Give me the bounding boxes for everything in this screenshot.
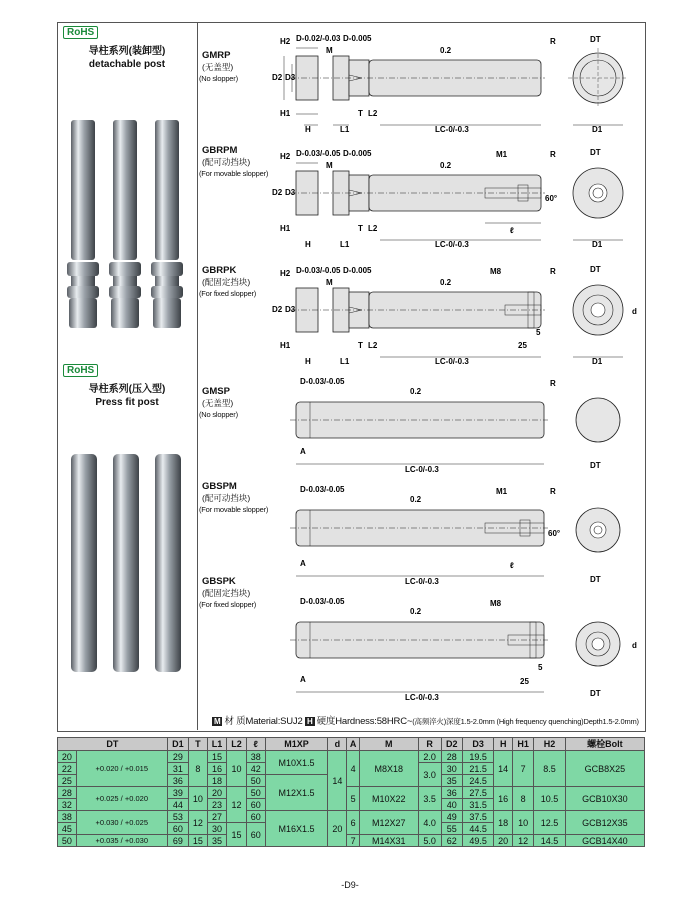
pressfit-post-3 [155, 454, 181, 672]
pressfit-title-cn: 导柱系列(压入型) [88, 384, 166, 395]
pressfit-post-1 [71, 454, 97, 672]
table-row [58, 751, 645, 763]
dim-5: 5 [538, 663, 543, 672]
dim-dt: DT [590, 689, 601, 698]
dim-d3: D3 [285, 188, 296, 197]
cell: 50 [246, 787, 265, 799]
cell: 14 [494, 751, 513, 787]
dim-d: d [632, 641, 637, 650]
dim-h2: H2 [280, 152, 291, 161]
material-icon: M [214, 717, 221, 726]
dim-l: ℓ [510, 561, 514, 570]
cell: 50 [58, 835, 77, 847]
dim-d-pin: D-0.005 [343, 34, 372, 43]
model-cn-gmrp: (无盖型) [202, 62, 234, 72]
th-t: T [189, 738, 208, 751]
gmsp-end-view [576, 398, 620, 442]
table-row [58, 787, 645, 799]
dim-l: ℓ [510, 226, 514, 235]
dim-d2: D2 [272, 305, 283, 314]
cell: 8 [189, 751, 208, 787]
dim-h1: H1 [280, 224, 291, 233]
cell: 12 [513, 835, 534, 847]
th-bolt: 螺栓Bolt [565, 738, 644, 751]
dim-l1: L1 [340, 357, 350, 366]
drawing-gbrpk [200, 260, 645, 372]
dim-d-tol: D-0.03/-0.05 [296, 149, 341, 158]
cell: GCB14X40 [565, 835, 644, 847]
cell: 19.5 [462, 751, 493, 763]
th-dt: DT [58, 738, 168, 751]
th-h2: H2 [534, 738, 565, 751]
cell: GCB12X35 [565, 811, 644, 835]
cell: 38 [58, 811, 77, 823]
cell: 21.5 [462, 763, 493, 775]
dim-t: T [358, 341, 363, 350]
model-en-gbspm: (For movable slopper) [199, 505, 269, 514]
dim-t: T [358, 109, 363, 118]
cell: 5.0 [418, 835, 441, 847]
cell: 2.0 [418, 751, 441, 763]
drawing-gmrp [200, 28, 645, 140]
dim-d-tol: D-0.03/-0.05 [300, 597, 345, 606]
material-spec [212, 713, 639, 727]
dim-d-tol: D-0.03/-0.05 [296, 266, 341, 275]
dim-d3: D3 [285, 73, 296, 82]
cell: 12 [227, 787, 247, 823]
dim-d2: D2 [272, 188, 283, 197]
cell: 39 [167, 787, 188, 799]
roughness: 0.2 [410, 607, 422, 616]
cell: 42 [246, 763, 265, 775]
dim-l1: L1 [340, 240, 350, 249]
dim-d-pin: D-0.005 [343, 266, 372, 275]
cell: 27 [207, 811, 227, 823]
dim-lc: LC-0/-0.3 [405, 465, 439, 474]
cell: 23 [207, 799, 227, 811]
cell: 44 [167, 799, 188, 811]
cell: 15 [207, 751, 227, 763]
cell: 50 [246, 775, 265, 787]
model-code-gbspm: GBSPM [202, 481, 237, 492]
cell: 18 [207, 775, 227, 787]
cell: 28 [441, 751, 462, 763]
model-code-gmsp: GMSP [202, 386, 230, 397]
dim-dt: DT [590, 575, 601, 584]
cell: 62 [441, 835, 462, 847]
cell: 49.5 [462, 835, 493, 847]
model-code-gbrpk: GBRPK [202, 265, 237, 276]
dim-dt: DT [590, 35, 601, 44]
cell: 14 [328, 751, 347, 811]
dim-h1: H1 [280, 341, 291, 350]
model-en-gmrp: (No slopper) [199, 74, 238, 83]
cell: 15 [189, 835, 208, 847]
table-row [58, 811, 645, 823]
roughness: 0.2 [440, 278, 452, 287]
cell: 60 [246, 811, 265, 823]
dim-25: 25 [520, 677, 529, 686]
cell: 10.5 [534, 787, 565, 811]
roughness: 0.2 [410, 387, 422, 396]
cell: 18 [494, 811, 513, 835]
detachable-title-cn: 导柱系列(装卸型) [88, 46, 166, 57]
cell: 24.5 [462, 775, 493, 787]
cell: 15 [227, 823, 247, 847]
dim-lc: LC-0/-0.3 [435, 240, 469, 249]
th-m: M [359, 738, 418, 751]
dim-m1: M1 [496, 487, 508, 496]
post-3 [151, 120, 183, 328]
model-en-gmsp: (No slopper) [199, 410, 238, 419]
dim-a: A [300, 675, 306, 684]
cell: 69 [167, 835, 188, 847]
dim-a: A [300, 447, 306, 456]
dim-a: A [300, 559, 306, 568]
cell: 7 [513, 751, 534, 787]
dim-m8: M8 [490, 599, 502, 608]
cell: 3.5 [418, 787, 441, 811]
dim-m: M [326, 278, 333, 287]
dim-5: 5 [536, 328, 541, 337]
hardness-label: 硬度Hardness:58HRC~ [316, 716, 413, 727]
cell: 4.0 [418, 811, 441, 835]
th-h: H [494, 738, 513, 751]
cell: 10 [189, 787, 208, 811]
th-d3: D3 [462, 738, 493, 751]
model-cn-gbrpk: (配固定挡块) [202, 277, 251, 287]
cell: 60 [167, 823, 188, 835]
th-l1: L1 [207, 738, 227, 751]
dim-d2: D2 [272, 73, 283, 82]
cell: 12.5 [534, 811, 565, 835]
cell: 45 [58, 823, 77, 835]
model-code-gbrpm: GBRPM [202, 145, 238, 156]
dim-d1: D1 [592, 125, 603, 134]
dim-dt: DT [590, 148, 601, 157]
cell: 16 [494, 787, 513, 811]
drawing-gbrpm [200, 143, 645, 255]
material-label: 材 质Material:SUJ2 [224, 716, 303, 727]
dim-d1: D1 [592, 357, 603, 366]
model-cn-gbrpm: (配可动挡块) [202, 157, 251, 167]
dim-d-pin: D-0.005 [343, 149, 372, 158]
dim-angle: 60° [548, 529, 561, 538]
post-1 [67, 120, 99, 328]
cell: 30 [207, 823, 227, 835]
dim-m: M [326, 161, 333, 170]
dim-lc: LC-0/-0.3 [405, 693, 439, 702]
cell: M10X22 [359, 787, 418, 811]
dim-m1: M1 [496, 150, 508, 159]
cell: 44.5 [462, 823, 493, 835]
dim-r: R [550, 267, 556, 276]
dim-d: d [632, 307, 637, 316]
cell: M12X1.5 [265, 775, 328, 811]
cell: 12 [189, 811, 208, 835]
cell: GCB8X25 [565, 751, 644, 787]
page-number: -D9- [341, 880, 359, 890]
drawing-gbspm [200, 480, 645, 585]
cell: 55 [441, 823, 462, 835]
table-row [58, 835, 645, 847]
dim-d3: D3 [285, 305, 296, 314]
cell: 32 [58, 799, 77, 811]
cell: M16X1.5 [265, 811, 328, 847]
dim-angle: 60° [545, 194, 558, 203]
cell: M8X18 [359, 751, 418, 787]
model-cn-gbspk: (配固定挡块) [202, 588, 251, 598]
dim-d-tol: D-0.03/-0.05 [300, 377, 345, 386]
cell: 5 [347, 787, 360, 811]
cell: GCB10X30 [565, 787, 644, 811]
roughness: 0.2 [410, 495, 422, 504]
dim-l1: L1 [340, 125, 350, 134]
pressfit-post-2 [113, 454, 139, 672]
dim-m: M [326, 46, 333, 55]
dim-dt: DT [590, 265, 601, 274]
cell: 25 [58, 775, 77, 787]
th-h1: H1 [513, 738, 534, 751]
drawing-gmsp [200, 372, 645, 477]
cell: 35 [441, 775, 462, 787]
th-d: d [328, 738, 347, 751]
dim-l2: L2 [368, 341, 378, 350]
dim-h2: H2 [280, 37, 291, 46]
cell: 29 [167, 751, 188, 763]
post-2 [109, 120, 141, 328]
cell: 20 [207, 787, 227, 799]
cell: 31 [167, 763, 188, 775]
dim-h: H [305, 357, 311, 366]
model-code-gmrp: GMRP [202, 50, 231, 61]
cell: 27.5 [462, 787, 493, 799]
cell: 40 [441, 799, 462, 811]
th-m1xp: M1XP [265, 738, 328, 751]
dim-m8: M8 [490, 267, 502, 276]
model-en-gbspk: (For fixed slopper) [199, 600, 257, 609]
cell: 10 [227, 751, 247, 787]
cell: M12X27 [359, 811, 418, 835]
dim-25: 25 [518, 341, 527, 350]
cell: 4 [347, 751, 360, 787]
cell: 8 [513, 787, 534, 811]
hardness-note: (高频淬火)深度1.5-2.0mm (High frequency quenching)Depth1.5-2.0mm) [412, 717, 639, 726]
model-cn-gmsp: (无盖型) [202, 398, 234, 408]
cell: 22 [58, 763, 77, 775]
detachable-post-photo [65, 112, 190, 342]
cell: 60 [246, 823, 265, 847]
cell: +0.020 / +0.015 [76, 751, 167, 787]
cell: 28 [58, 787, 77, 799]
dim-h2: H2 [280, 269, 291, 278]
cell: 30 [441, 763, 462, 775]
cell: 8.5 [534, 751, 565, 787]
cell: 20 [328, 811, 347, 847]
th-a: A [347, 738, 360, 751]
model-en-gbrpk: (For fixed slopper) [199, 289, 257, 298]
model-code-gbspk: GBSPK [202, 576, 236, 587]
th-r: R [418, 738, 441, 751]
cell: 36 [167, 775, 188, 787]
cell: 20 [494, 835, 513, 847]
th-l: ℓ [246, 738, 265, 751]
cell: +0.025 / +0.020 [76, 787, 167, 811]
model-cn-gbspm: (配可动挡块) [202, 493, 251, 503]
model-en-gbrpm: (For movable slopper) [199, 169, 269, 178]
cell: 49 [441, 811, 462, 823]
dim-h: H [305, 125, 311, 134]
cell: 6 [347, 811, 360, 835]
dim-r: R [550, 487, 556, 496]
table-header [58, 738, 645, 751]
cell: 35 [207, 835, 227, 847]
th-d2: D2 [441, 738, 462, 751]
dim-t: T [358, 224, 363, 233]
rohs-badge-2: RoHS [63, 364, 98, 377]
cell: 14.5 [534, 835, 565, 847]
dim-l2: L2 [368, 109, 378, 118]
roughness: 0.2 [440, 46, 452, 55]
product-photo-column [57, 22, 198, 730]
th-l2: L2 [227, 738, 247, 751]
cell: 10 [513, 811, 534, 835]
dim-lc: LC-0/-0.3 [435, 125, 469, 134]
cell: 7 [347, 835, 360, 847]
cell: 16 [207, 763, 227, 775]
cell: 37.5 [462, 811, 493, 823]
cell: M14X31 [359, 835, 418, 847]
drawing-gbspk [200, 592, 645, 702]
dim-r: R [550, 150, 556, 159]
pressfit-post-photo [65, 450, 190, 680]
dim-l2: L2 [368, 224, 378, 233]
cell: +0.035 / +0.030 [76, 835, 167, 847]
cell: M10X1.5 [265, 751, 328, 775]
cell: 53 [167, 811, 188, 823]
hardness-icon: H [307, 717, 313, 726]
dim-d1: D1 [592, 240, 603, 249]
dim-d-tol: D-0.03/-0.05 [300, 485, 345, 494]
th-d1: D1 [167, 738, 188, 751]
cell: 36 [441, 787, 462, 799]
detachable-title-en: detachable post [88, 59, 166, 70]
dim-h: H [305, 240, 311, 249]
pressfit-title-en: Press fit post [95, 397, 159, 408]
roughness: 0.2 [440, 161, 452, 170]
cell: 31.5 [462, 799, 493, 811]
dim-r: R [550, 379, 556, 388]
dim-dt: DT [590, 461, 601, 470]
dim-lc: LC-0/-0.3 [435, 357, 469, 366]
dim-h1: H1 [280, 109, 291, 118]
spec-table [57, 737, 645, 847]
cell: 60 [246, 799, 265, 811]
cell: 20 [58, 751, 77, 763]
cell: +0.030 / +0.025 [76, 811, 167, 835]
cell: 38 [246, 751, 265, 763]
dim-d-tol: D-0.02/-0.03 [296, 34, 341, 43]
cell: 3.0 [418, 763, 441, 787]
dim-lc: LC-0/-0.3 [405, 577, 439, 585]
rohs-badge: RoHS [63, 26, 98, 39]
dim-r: R [550, 37, 556, 46]
